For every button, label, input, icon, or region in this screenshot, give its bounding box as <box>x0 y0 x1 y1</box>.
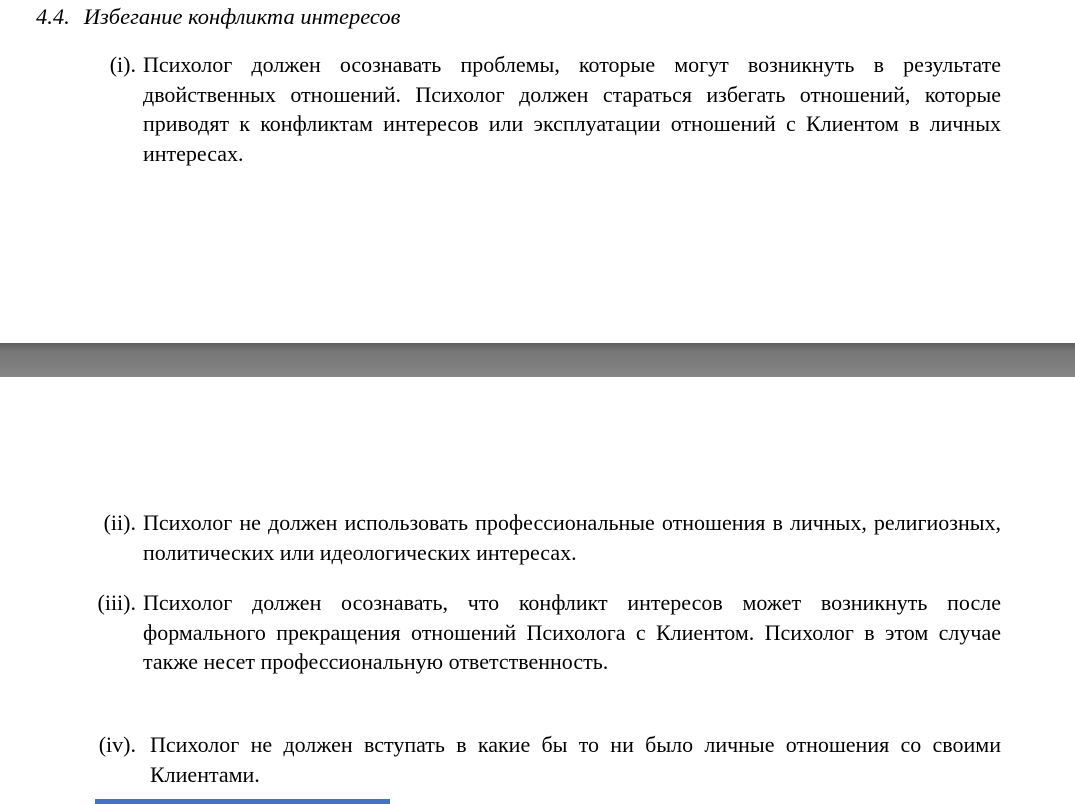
section-heading <box>36 4 400 30</box>
list-item <box>60 588 1001 677</box>
list-item-label: (ii). <box>103 510 136 535</box>
page-break-separator <box>0 343 1075 377</box>
list-item-text: Психолог должен осознавать проблемы, которые могут возникнуть в результате двойственных отношений. Психолог должен стараться избегать отношений, которые приводят к конфликтам интересов или эксплуатации отношений с Клиентом в личных интересах. <box>143 52 1001 166</box>
list-item-label: (iii). <box>97 590 136 615</box>
list-item <box>60 730 1001 789</box>
list-item-label: (i). <box>109 52 136 77</box>
list-item <box>60 508 1001 567</box>
list-item <box>60 50 1001 168</box>
list-item-text: Психолог не должен использовать профессиональные отношения в личных, религиозных, политических или идеологических интересах. <box>143 510 1001 565</box>
section-number: 4.4. <box>36 4 70 29</box>
list-item-label: (iv). <box>98 732 136 757</box>
bottom-blue-bar <box>95 799 390 804</box>
list-item-text: Психолог не должен вступать в какие бы то ни было личные отношения со своими Клиентами. <box>150 732 1001 787</box>
list-item-text: Психолог должен осознавать, что конфликт интересов может возникнуть после формального прекращения отношений Психолога с Клиентом. Психолог в этом случае также несет профессиональную ответственность. <box>143 590 1001 674</box>
section-title: Избегание конфликта интересов <box>83 4 401 29</box>
